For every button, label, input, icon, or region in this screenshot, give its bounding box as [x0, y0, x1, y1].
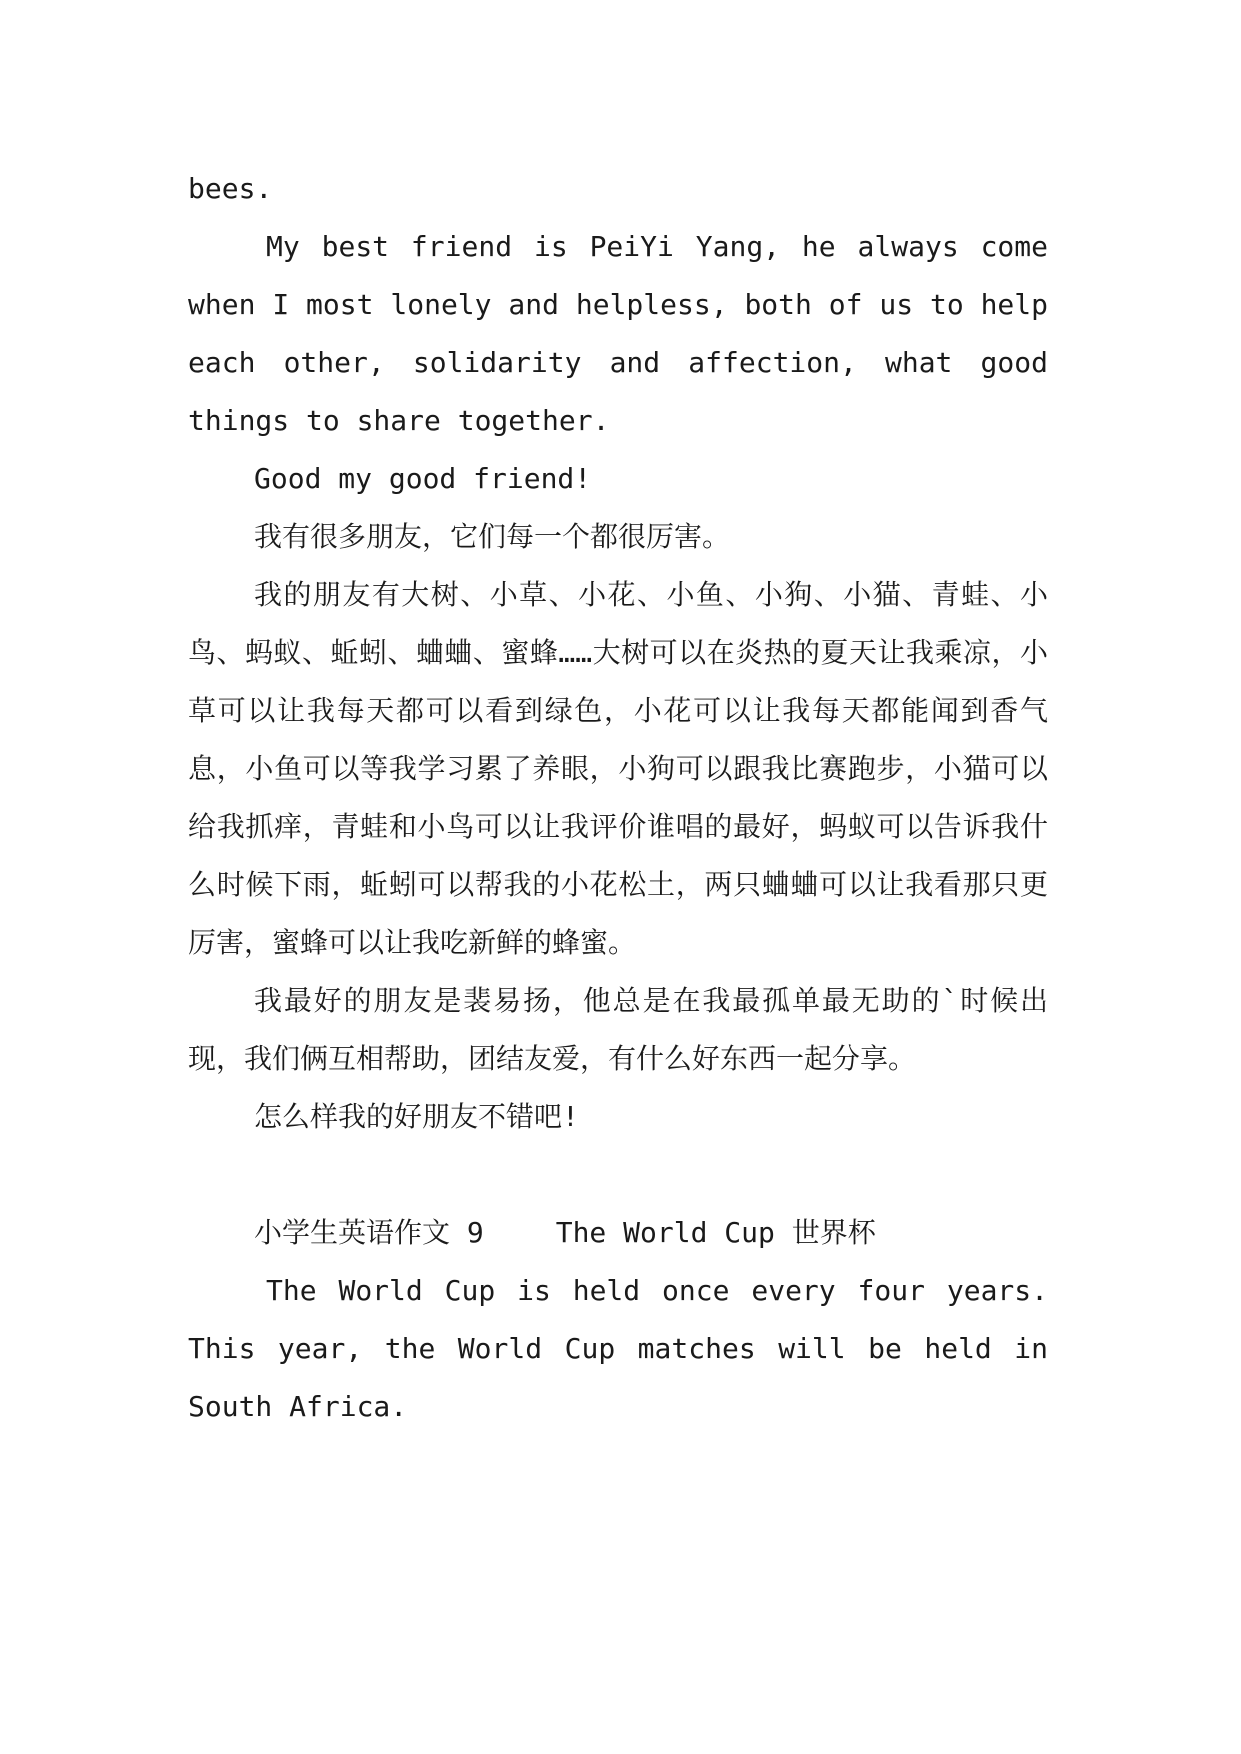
paragraph-many-friends-zh: 我有很多朋友，它们每一个都很厉害。 — [254, 520, 731, 553]
paragraph-best-friend-en: My best friend is PeiYi Yang, he always come when I most lonely and helpless, both of us to help each other, solidarity and affection, what good things to share together. — [188, 230, 1048, 437]
paragraph-bees: bees. — [188, 172, 273, 205]
paragraph-world-cup-en: The World Cup is held once every four years. This year, the World Cup matches will be held in South Africa. — [188, 1274, 1048, 1423]
paragraph-good-friend-en: Good my good friend! — [254, 462, 592, 495]
section-spacer — [188, 1146, 1048, 1204]
paragraph-best-friend-zh: 我最好的朋友是裴易扬，他总是在我最孤单最无助的`时候出现，我们俩互相帮助，团结友爱，有什么好东西一起分享。 — [188, 984, 1048, 1075]
document-page — [188, 160, 1048, 1436]
section-heading — [188, 1204, 1048, 1262]
section-heading-title: The World Cup 世界杯 — [555, 1216, 876, 1249]
paragraph-friends-list-zh: 我的朋友有大树、小草、小花、小鱼、小狗、小猫、青蛙、小鸟、蚂蚁、蚯蚓、蛐蛐、蜜蜂……大树可以在炎热的夏天让我乘凉，小草可以让我每天都可以看到绿色，小花可以让我每天都能闻到香气息，小鱼可以等我学习累了养眼，小狗可以跟我比赛跑步，小猫可以给我抓痒，青蛙和小鸟可以让我评价谁唱的最好，蚂蚁可以告诉我什么时候下雨，蚯蚓可以帮我的小花松土，两只蛐蛐可以让我看那只更厉害，蜜蜂可以让我吃新鲜的蜂蜜。 — [188, 578, 1048, 959]
section-heading-label: 小学生英语作文 9 — [254, 1216, 484, 1249]
paragraph-conclusion-zh: 怎么样我的好朋友不错吧! — [254, 1100, 579, 1133]
